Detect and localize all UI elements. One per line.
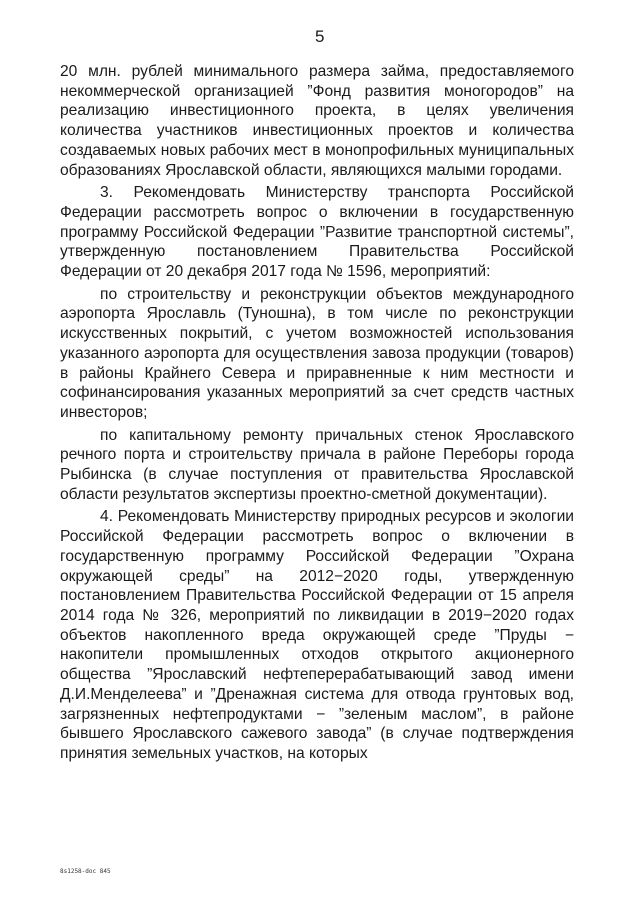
document-body [60,62,574,767]
document-file-reference: 8s1258-doc 845 [60,868,111,875]
page-number: 5 [315,27,325,46]
paragraph-river-port: по капитальному ремонту причальных стенок Ярославского речного порта и строительству причала в районе Переборы города Рыбинска (в случае поступления от правительства Ярославской области результатов экспертизы проектно-сметной документации). [60,426,574,503]
paragraph-item-3: 3. Рекомендовать Министерству транспорта Российской Федерации рассмотреть вопрос о включении в государственную программу Российской Федерации ”Развитие транспортной системы”, утвержденную постановлением Правительства Российской Федерации от 20 декабря 2017 года № 1596, мероприятий: [60,184,574,281]
paragraph-item-4: 4. Рекомендовать Министерству природных ресурсов и экологии Российской Федерации рассмотреть вопрос о включении в государственную программу Российской Федерации ”Охрана окружающей среды” на 2012−2020 годы, утвержденную постановлением Правительства Российской Федерации от 15 апреля 2014 года № 326, мероприятий по ликвидации в 2019−2020 годах объектов накопленного вреда окружающей среде ”Пруды − накопители промышленных отходов открытого акционерного общества ”Ярославский нефтеперерабатывающий завод имени Д.И.Менделеева” и ”Дренажная система для отвода грунтовых вод, загрязненных нефтепродуктами − ”зеленым маслом”, в районе бывшего Ярославского сажевого завода” (в случае подтверждения принятия земельных участков, на которых [60,508,574,762]
paragraph-airport: по строительству и реконструкции объектов международного аэропорта Ярославль (Туношна), в том числе по реконструкции искусственных покрытий, с учетом возможностей использования указанного аэропорта для осуществления завоза продукции (товаров) в районы Крайнего Севера и приравненные к ним местности и софинансирования указанных мероприятий за счет средств частных инвесторов; [60,285,574,421]
paragraph-continuation: 20 млн. рублей минимального размера займа, предоставляемого некоммерческой организацией ”Фонд развития моногородов” на реализацию инвестиционного проекта, в целях увеличения количества участников инвестиционных проектов и количества создаваемых новых рабочих мест в монопрофильных муниципальных образованиях Ярославской области, являющихся малыми городами. [60,63,574,179]
